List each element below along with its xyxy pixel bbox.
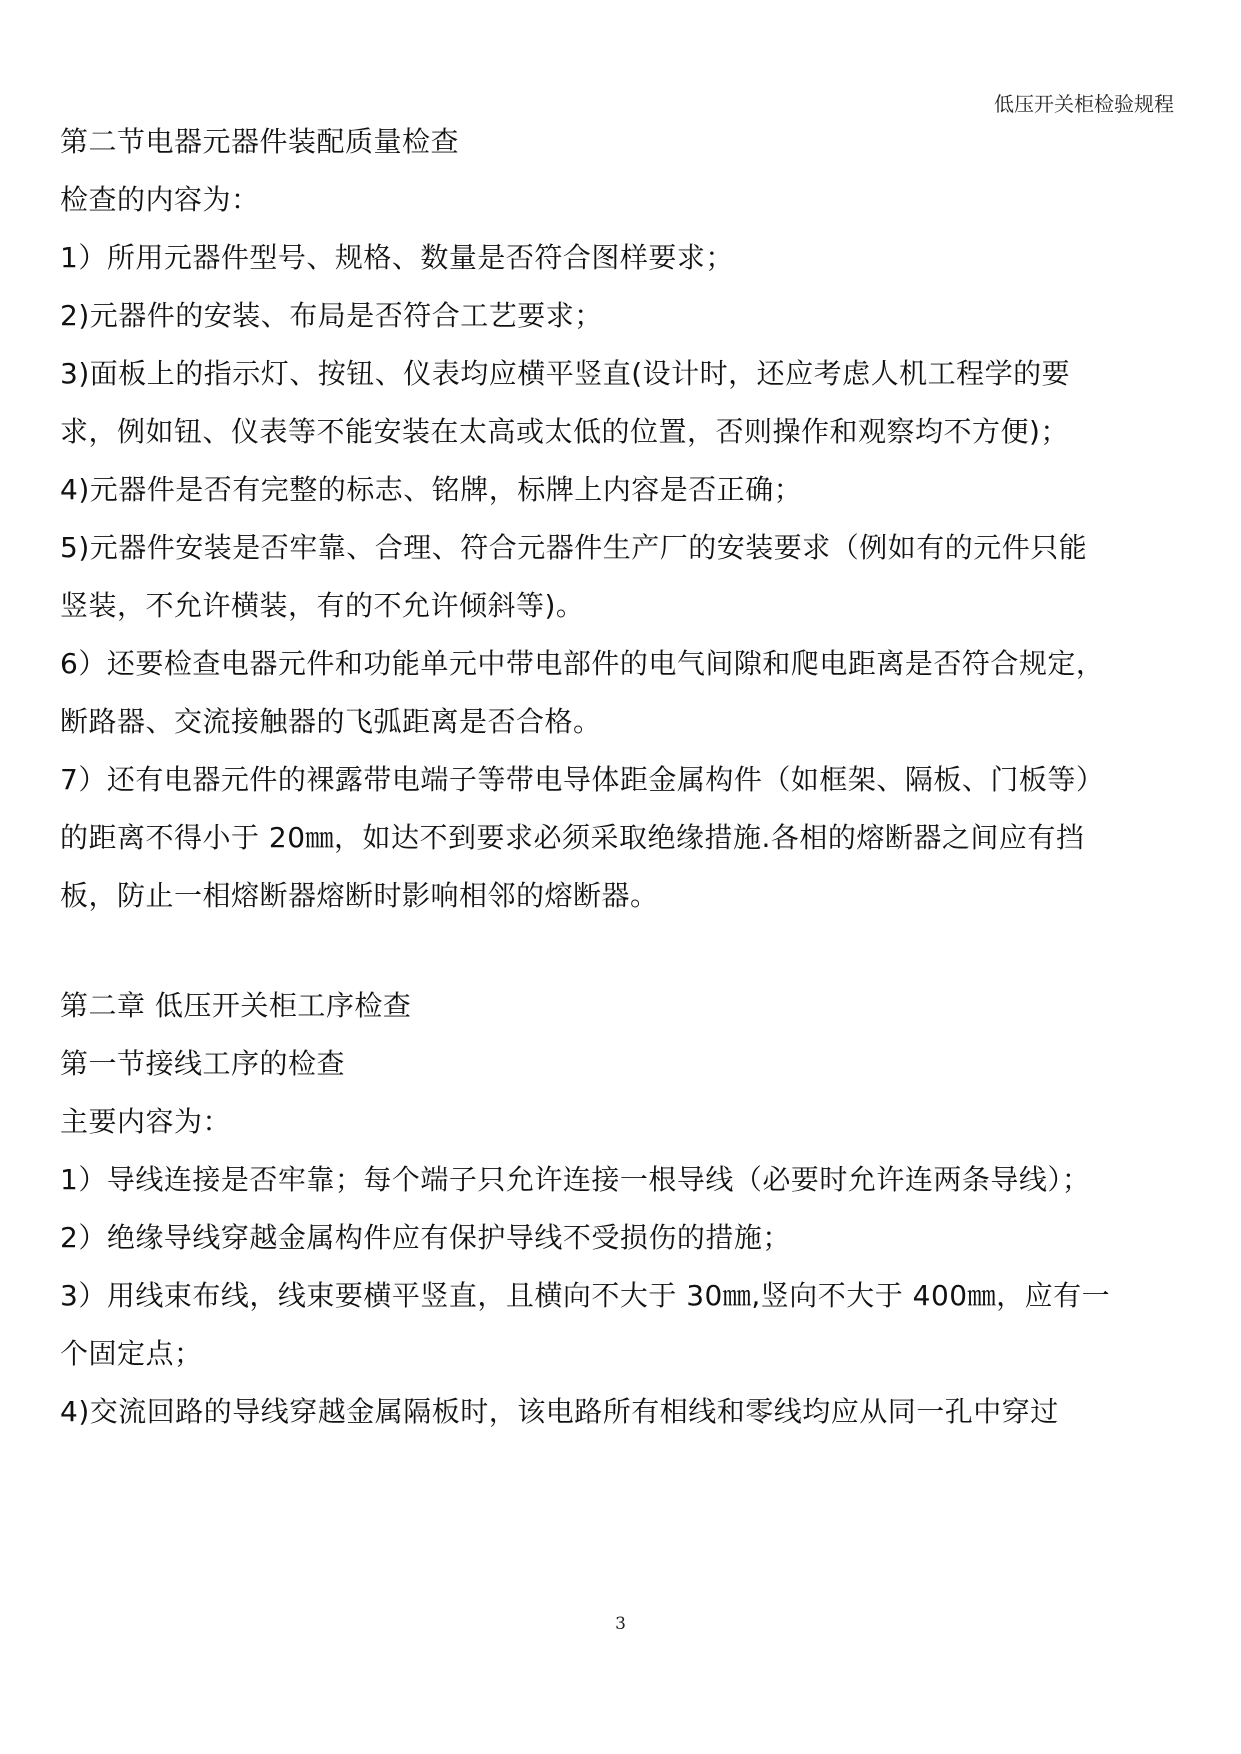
body-line: 竖装，不允许横装，有的不允许倾斜等)。 <box>60 589 585 622</box>
body-line: 个固定点； <box>60 1337 203 1370</box>
body-line: 3)面板上的指示灯、按钮、仪表均应横平竖直(设计时，还应考虑人机工程学的要 <box>60 357 1071 390</box>
body-line: 1）导线连接是否牢靠；每个端子只允许连接一根导线（必要时允许连两条导线）； <box>60 1163 1091 1196</box>
body-line: 断路器、交流接触器的飞弧距离是否合格。 <box>60 705 602 738</box>
chapter-title: 第二章 低压开关柜工序检查 <box>60 989 412 1022</box>
body-line: 求，例如钮、仪表等不能安装在太高或太低的位置，否则操作和观察均不方便)； <box>60 415 1069 448</box>
body-line: 板，防止一相熔断器熔断时影响相邻的熔断器。 <box>60 879 659 912</box>
body-line: 4)元器件是否有完整的标志、铭牌，标牌上内容是否正确； <box>60 473 803 506</box>
section-intro: 主要内容为： <box>60 1105 232 1138</box>
body-line: 4)交流回路的导线穿越金属隔板时，该电路所有相线和零线均应从同一孔中穿过 <box>60 1395 1059 1428</box>
page-number: 3 <box>615 1614 626 1634</box>
body-line: 2)元器件的安装、布局是否符合工艺要求； <box>60 299 603 332</box>
section-intro: 检查的内容为： <box>60 183 260 216</box>
body-line: 1）所用元器件型号、规格、数量是否符合图样要求； <box>60 241 734 274</box>
body-line: 的距离不得小于 20㎜，如达不到要求必须采取绝缘措施.各相的熔断器之间应有挡 <box>60 821 1085 854</box>
body-line: 6）还要检查电器元件和功能单元中带电部件的电气间隙和爬电距离是否符合规定， <box>60 647 1105 680</box>
body-line: 7）还有电器元件的裸露带电端子等带电导体距金属构件（如框架、隔板、门板等） <box>60 763 1105 796</box>
body-line: 5)元器件安装是否牢靠、合理、符合元器件生产厂的安装要求（例如有的元件只能 <box>60 531 1088 564</box>
section-title: 第二节电器元器件装配质量检查 <box>60 125 460 158</box>
running-header: 低压开关柜检验规程 <box>994 92 1174 116</box>
section-title: 第一节接线工序的检查 <box>60 1047 346 1080</box>
body-line: 2）绝缘导线穿越金属构件应有保护导线不受损伤的措施； <box>60 1221 791 1254</box>
body-line: 3）用线束布线，线束要横平竖直，且横向不大于 30㎜,竖向不大于 400㎜，应有一 <box>60 1279 1111 1312</box>
